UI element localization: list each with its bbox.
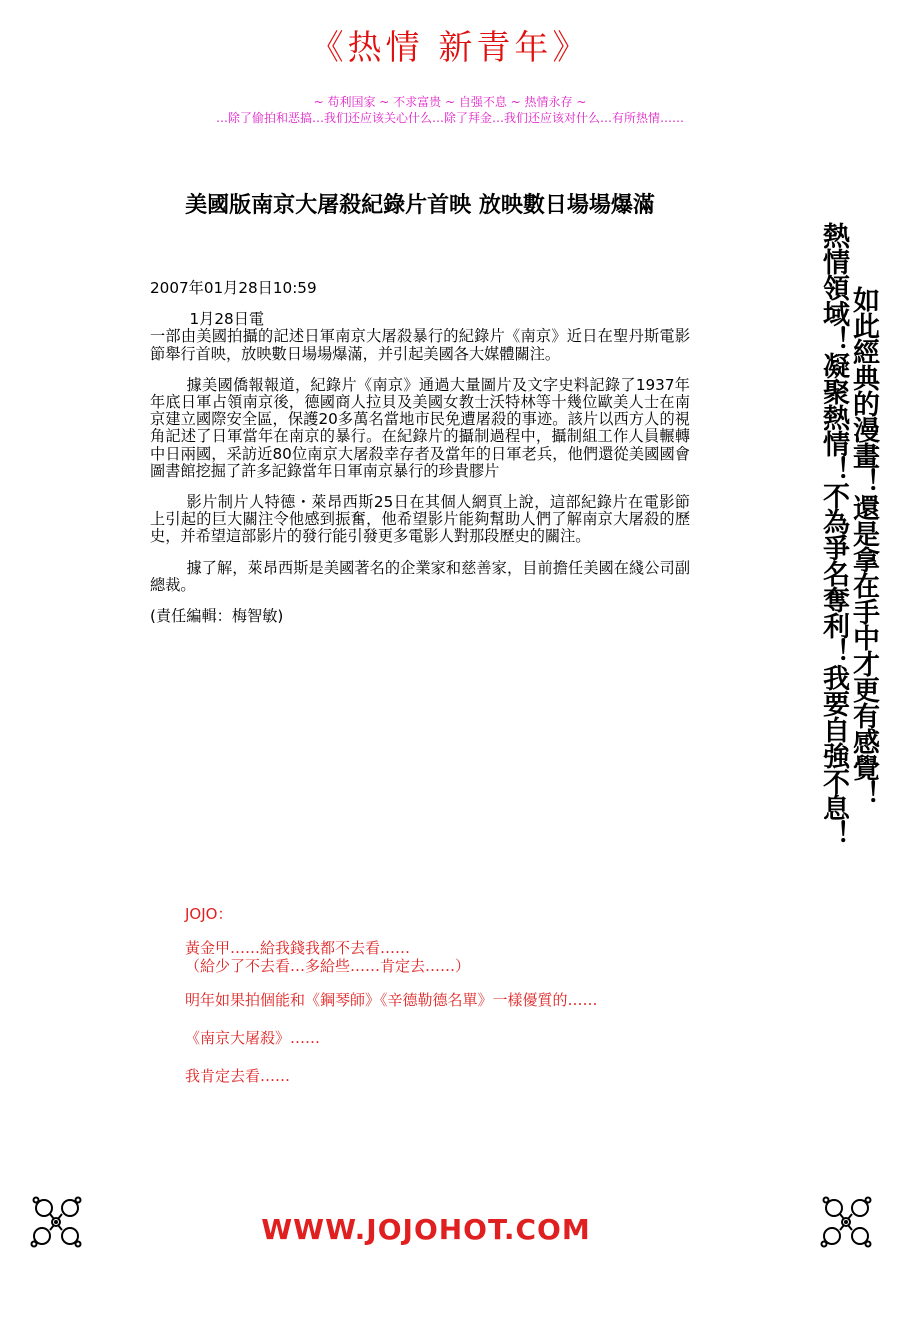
article-paragraph: 據美國僑報報道，紀錄片《南京》通過大量圖片及文字史料記錄了1937年年底日軍占領南京後，德國商人拉貝及美國女教士沃特林等十幾位歐美人士在南京建立國際安全區，保護20多萬名當地市民免遭屠殺的事迹。該片以西方人的視角記述了日軍當年在南京的暴行。在紀錄片的攝制過程中，攝制組工作人員輾轉中日兩國，采訪近80位南京大屠殺幸存者及當年的日軍老兵，他們還從美國國會圖書館挖掘了許多記錄當年日軍南京暴行的珍貴膠片: [150, 375, 690, 480]
sidebar-slogan-2: 如此經典的漫畫！還是拿在手中才更有感覺！: [848, 286, 879, 806]
site-logo: 《热情 新青年》: [309, 28, 591, 68]
site-url[interactable]: WWW.JOJOHOT.COM: [261, 1213, 591, 1246]
article-timestamp: 2007年01月28日10:59: [150, 279, 317, 297]
commentary-line: 我肯定去看……: [185, 1067, 291, 1085]
commentary-line: 黃金甲……給我錢我都不去看……: [185, 939, 411, 957]
article-paragraph: 據了解，萊昂西斯是美國著名的企業家和慈善家，目前擔任美國在綫公司副總裁。: [150, 558, 690, 594]
site-tagline: …除了偷拍和恶搞…我们还应该关心什么…除了拜金…我们还应该对什么…有所热情……: [215, 111, 684, 125]
site-motto: ~ 苟利国家 ~ 不求富贵 ~ 自强不息 ~ 热情永存 ~: [313, 95, 587, 109]
article-paragraph: 一部由美國拍攝的記述日軍南京大屠殺暴行的紀錄片《南京》近日在聖丹斯電影節舉行首映，放映數日場場爆滿，并引起美國各大媒體關注。: [150, 327, 690, 363]
article-headline: 美國版南京大屠殺紀錄片首映 放映數日場場爆滿: [185, 193, 655, 218]
flower-ornament-icon: [814, 1190, 878, 1254]
sidebar-slogan-1: 熱情領域！凝聚熱情！不為爭名奪利！我要自強不息！: [818, 222, 849, 846]
article-dateline: 1月28日電: [189, 310, 265, 329]
commentary-line: 明年如果拍個能和《鋼琴師》《辛德勒德名單》一樣優質的……: [185, 991, 598, 1009]
flower-ornament-icon: [24, 1190, 88, 1254]
article-paragraph: 影片制片人特德・萊昂西斯25日在其個人網頁上說，這部紀錄片在電影節上引起的巨大關注令他感到振奮，他希望影片能夠幫助人們了解南京大屠殺的歷史，并希望這部影片的發行能引發更多電影人對那段歷史的關注。: [150, 493, 690, 546]
article-editor: (責任編輯：梅智敏): [150, 607, 284, 626]
commentary-line: （給少了不去看…多給些……肯定去……）: [185, 957, 471, 975]
commentary-author: JOJO：: [185, 905, 233, 923]
commentary: [185, 905, 785, 1085]
commentary-line: 《南京大屠殺》……: [185, 1029, 321, 1047]
article-body: [150, 280, 690, 625]
